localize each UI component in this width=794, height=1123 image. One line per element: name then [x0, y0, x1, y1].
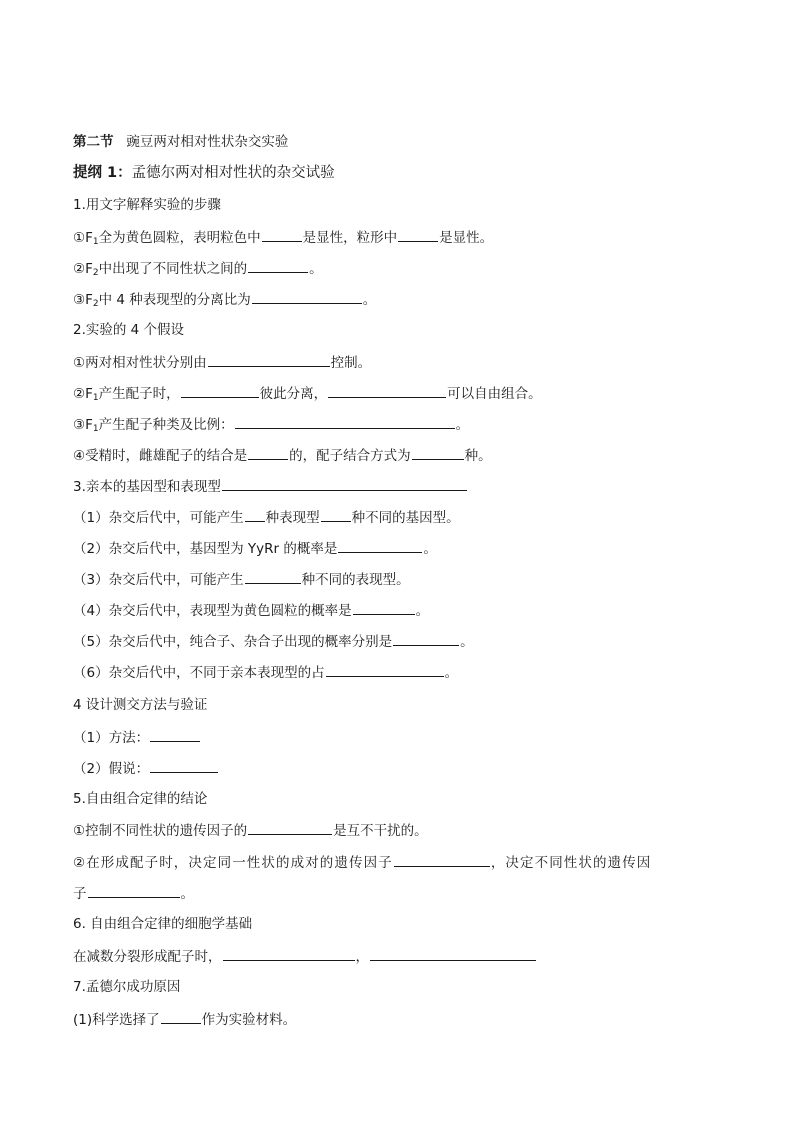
answer-blank[interactable] [252, 289, 362, 304]
s2-line-1 [73, 352, 371, 373]
s1-l2-text-b: 中出现了不同性状之间的 [98, 261, 248, 277]
s2-l4-text-c: 种。 [464, 448, 492, 464]
s6-l1-text-a: 在减数分裂形成配子时， [73, 949, 222, 965]
s3-question-5 [73, 631, 474, 652]
answer-blank[interactable] [262, 227, 302, 242]
s3-q5-text-a: （5）杂交后代中，纯合子、杂合子出现的概率分别是 [73, 634, 393, 650]
answer-blank[interactable] [223, 946, 355, 961]
outline-title: 孟德尔两对相对性状的杂交试验 [131, 165, 335, 181]
s5-l2-text-b: ，决定不同性状的遗传因 [490, 855, 652, 871]
s5-l1-text-a: ①控制不同性状的遗传因子的 [73, 823, 248, 839]
answer-blank[interactable] [235, 414, 455, 429]
s2-l2-text-a: ②F [73, 386, 93, 402]
s5-heading: 5.自由组合定律的结论 [73, 791, 208, 807]
s3-question-3 [73, 569, 410, 590]
s4-heading: 4 设计测交方法与验证 [73, 697, 208, 713]
s1-l3-text-a: ③F [73, 292, 93, 308]
s3-question-1 [73, 507, 460, 528]
s7-heading: 7.孟德尔成功原因 [73, 979, 181, 995]
s2-l2-text-d: 可以自由组合。 [447, 386, 542, 402]
s1-heading: 1.用文字解释实验的步骤 [73, 197, 221, 213]
s3-q6-text-a: （6）杂交后代中，不同于亲本表现型的占 [73, 665, 325, 681]
s2-l3-sub: 1 [92, 424, 99, 434]
s2-l2-text-b: 产生配子时， [98, 386, 180, 402]
s1-l1-text-c: 是显性，粒形中 [302, 230, 398, 246]
s1-l1-sub: 1 [92, 237, 99, 247]
s4-l1-text: （1）方法： [73, 730, 150, 746]
answer-blank[interactable] [321, 507, 351, 522]
s5-line-1 [73, 820, 428, 841]
s5-l2-text-a: ②在形成配子时，决定同一性状的成对的遗传因子 [73, 855, 393, 871]
section-title: 豌豆两对相对性状杂交实验 [126, 134, 289, 150]
s1-l3-sub: 2 [92, 299, 99, 309]
answer-blank[interactable] [370, 946, 536, 961]
answer-blank[interactable] [161, 1009, 201, 1024]
section-label: 第二节 [73, 134, 114, 150]
s6-l1-text-b: ， [355, 949, 369, 965]
s5-l2-text-c: 子 [73, 886, 87, 902]
answer-blank[interactable] [412, 445, 464, 460]
s4-line-2 [73, 758, 219, 779]
answer-blank[interactable] [338, 538, 422, 553]
s3-q5-text-b: 。 [460, 634, 474, 650]
s3-q1-text-b: 种表现型 [265, 510, 320, 526]
outline-label: 提纲 1： [73, 165, 132, 181]
s1-l2-text-a: ②F [73, 261, 93, 277]
s3-q6-text-b: 。 [444, 665, 459, 681]
s3-question-2 [73, 538, 437, 559]
s2-l3-text-a: ③F [73, 417, 93, 433]
s3-q2-text-a: （2）杂交后代中，基因型为 YyRr 的概率是 [73, 541, 338, 557]
s3-q4-text-b: 。 [415, 603, 430, 619]
s3-q3-text-a: （3）杂交后代中，可能产生 [73, 572, 244, 588]
s1-l1-text-b: 全为黄色圆粒，表明粒色中 [98, 230, 261, 246]
s2-heading: 2.实验的 4 个假设 [73, 322, 185, 338]
s1-l1-text-a: ①F [73, 230, 93, 246]
s1-l2-sub: 2 [92, 268, 99, 278]
s6-heading: 6. 自由组合定律的细胞学基础 [73, 916, 253, 932]
answer-blank[interactable] [88, 883, 180, 898]
answer-blank[interactable] [248, 445, 288, 460]
section-heading [73, 132, 288, 152]
s2-line-3 [73, 414, 469, 439]
answer-blank[interactable] [326, 662, 444, 677]
s2-l1-text-a: ①两对相对性状分别由 [73, 355, 207, 371]
answer-blank[interactable] [393, 631, 459, 646]
s3-q4-text-a: （4）杂交后代中，表现型为黄色圆粒的概率是 [73, 603, 352, 619]
s6-line-1 [73, 946, 537, 967]
s2-l2-sub: 1 [92, 393, 99, 403]
s3-q2-text-b: 。 [423, 541, 437, 557]
s7-line-1 [73, 1009, 296, 1030]
s1-l3-text-b: 中 4 种表现型的分离比为 [98, 292, 251, 308]
s2-l3-text-b: 产生配子种类及比例： [98, 417, 234, 433]
s2-l3-text-c: 。 [455, 417, 470, 433]
answer-blank[interactable] [328, 383, 446, 398]
answer-blank[interactable] [150, 758, 218, 773]
s1-l3-text-c: 。 [362, 292, 377, 308]
answer-blank[interactable] [222, 476, 467, 491]
s3-heading-text: 3.亲本的基因型和表现型 [73, 479, 221, 495]
answer-blank[interactable] [150, 727, 200, 742]
answer-blank[interactable] [208, 352, 330, 367]
outline-heading [73, 163, 335, 183]
answer-blank[interactable] [245, 569, 301, 584]
s7-l1-text-a: (1)科学选择了 [73, 1012, 160, 1028]
answer-blank[interactable] [245, 507, 265, 522]
s2-l2-text-c: 彼此分离， [259, 386, 328, 402]
s5-l2-text-d: 。 [180, 886, 194, 902]
answer-blank[interactable] [353, 600, 415, 615]
s3-question-6 [73, 662, 458, 683]
answer-blank[interactable] [181, 383, 259, 398]
s2-l4-text-a: ④受精时，雌雄配子的结合是 [73, 448, 248, 464]
s3-q1-text-c: 种不同的基因型。 [351, 510, 460, 526]
s1-line-3 [73, 289, 376, 314]
s1-l2-text-c: 。 [309, 261, 323, 277]
s3-heading [73, 476, 468, 497]
s2-l1-text-b: 控制。 [330, 355, 372, 371]
s5-l1-text-b: 是互不干扰的。 [333, 823, 428, 839]
answer-blank[interactable] [248, 258, 308, 273]
answer-blank[interactable] [394, 852, 490, 867]
s4-line-1 [73, 727, 201, 748]
s3-q1-text-a: （1）杂交后代中，可能产生 [73, 510, 244, 526]
s7-l1-text-b: 作为实验材料。 [201, 1012, 297, 1028]
s2-l4-text-b: 的，配子结合方式为 [289, 448, 411, 464]
s2-line-4 [73, 445, 492, 466]
s1-line-1 [73, 227, 493, 252]
s3-question-4 [73, 600, 429, 621]
answer-blank[interactable] [398, 227, 438, 242]
s5-line-2 [73, 852, 651, 873]
s1-l1-text-d: 是显性。 [439, 230, 494, 246]
s3-q3-text-b: 种不同的表现型。 [301, 572, 410, 588]
answer-blank[interactable] [248, 820, 332, 835]
s5-line-3 [73, 883, 194, 904]
s2-line-2 [73, 383, 542, 408]
s1-line-2 [73, 258, 323, 283]
s4-l2-text: （2）假说： [73, 761, 150, 777]
